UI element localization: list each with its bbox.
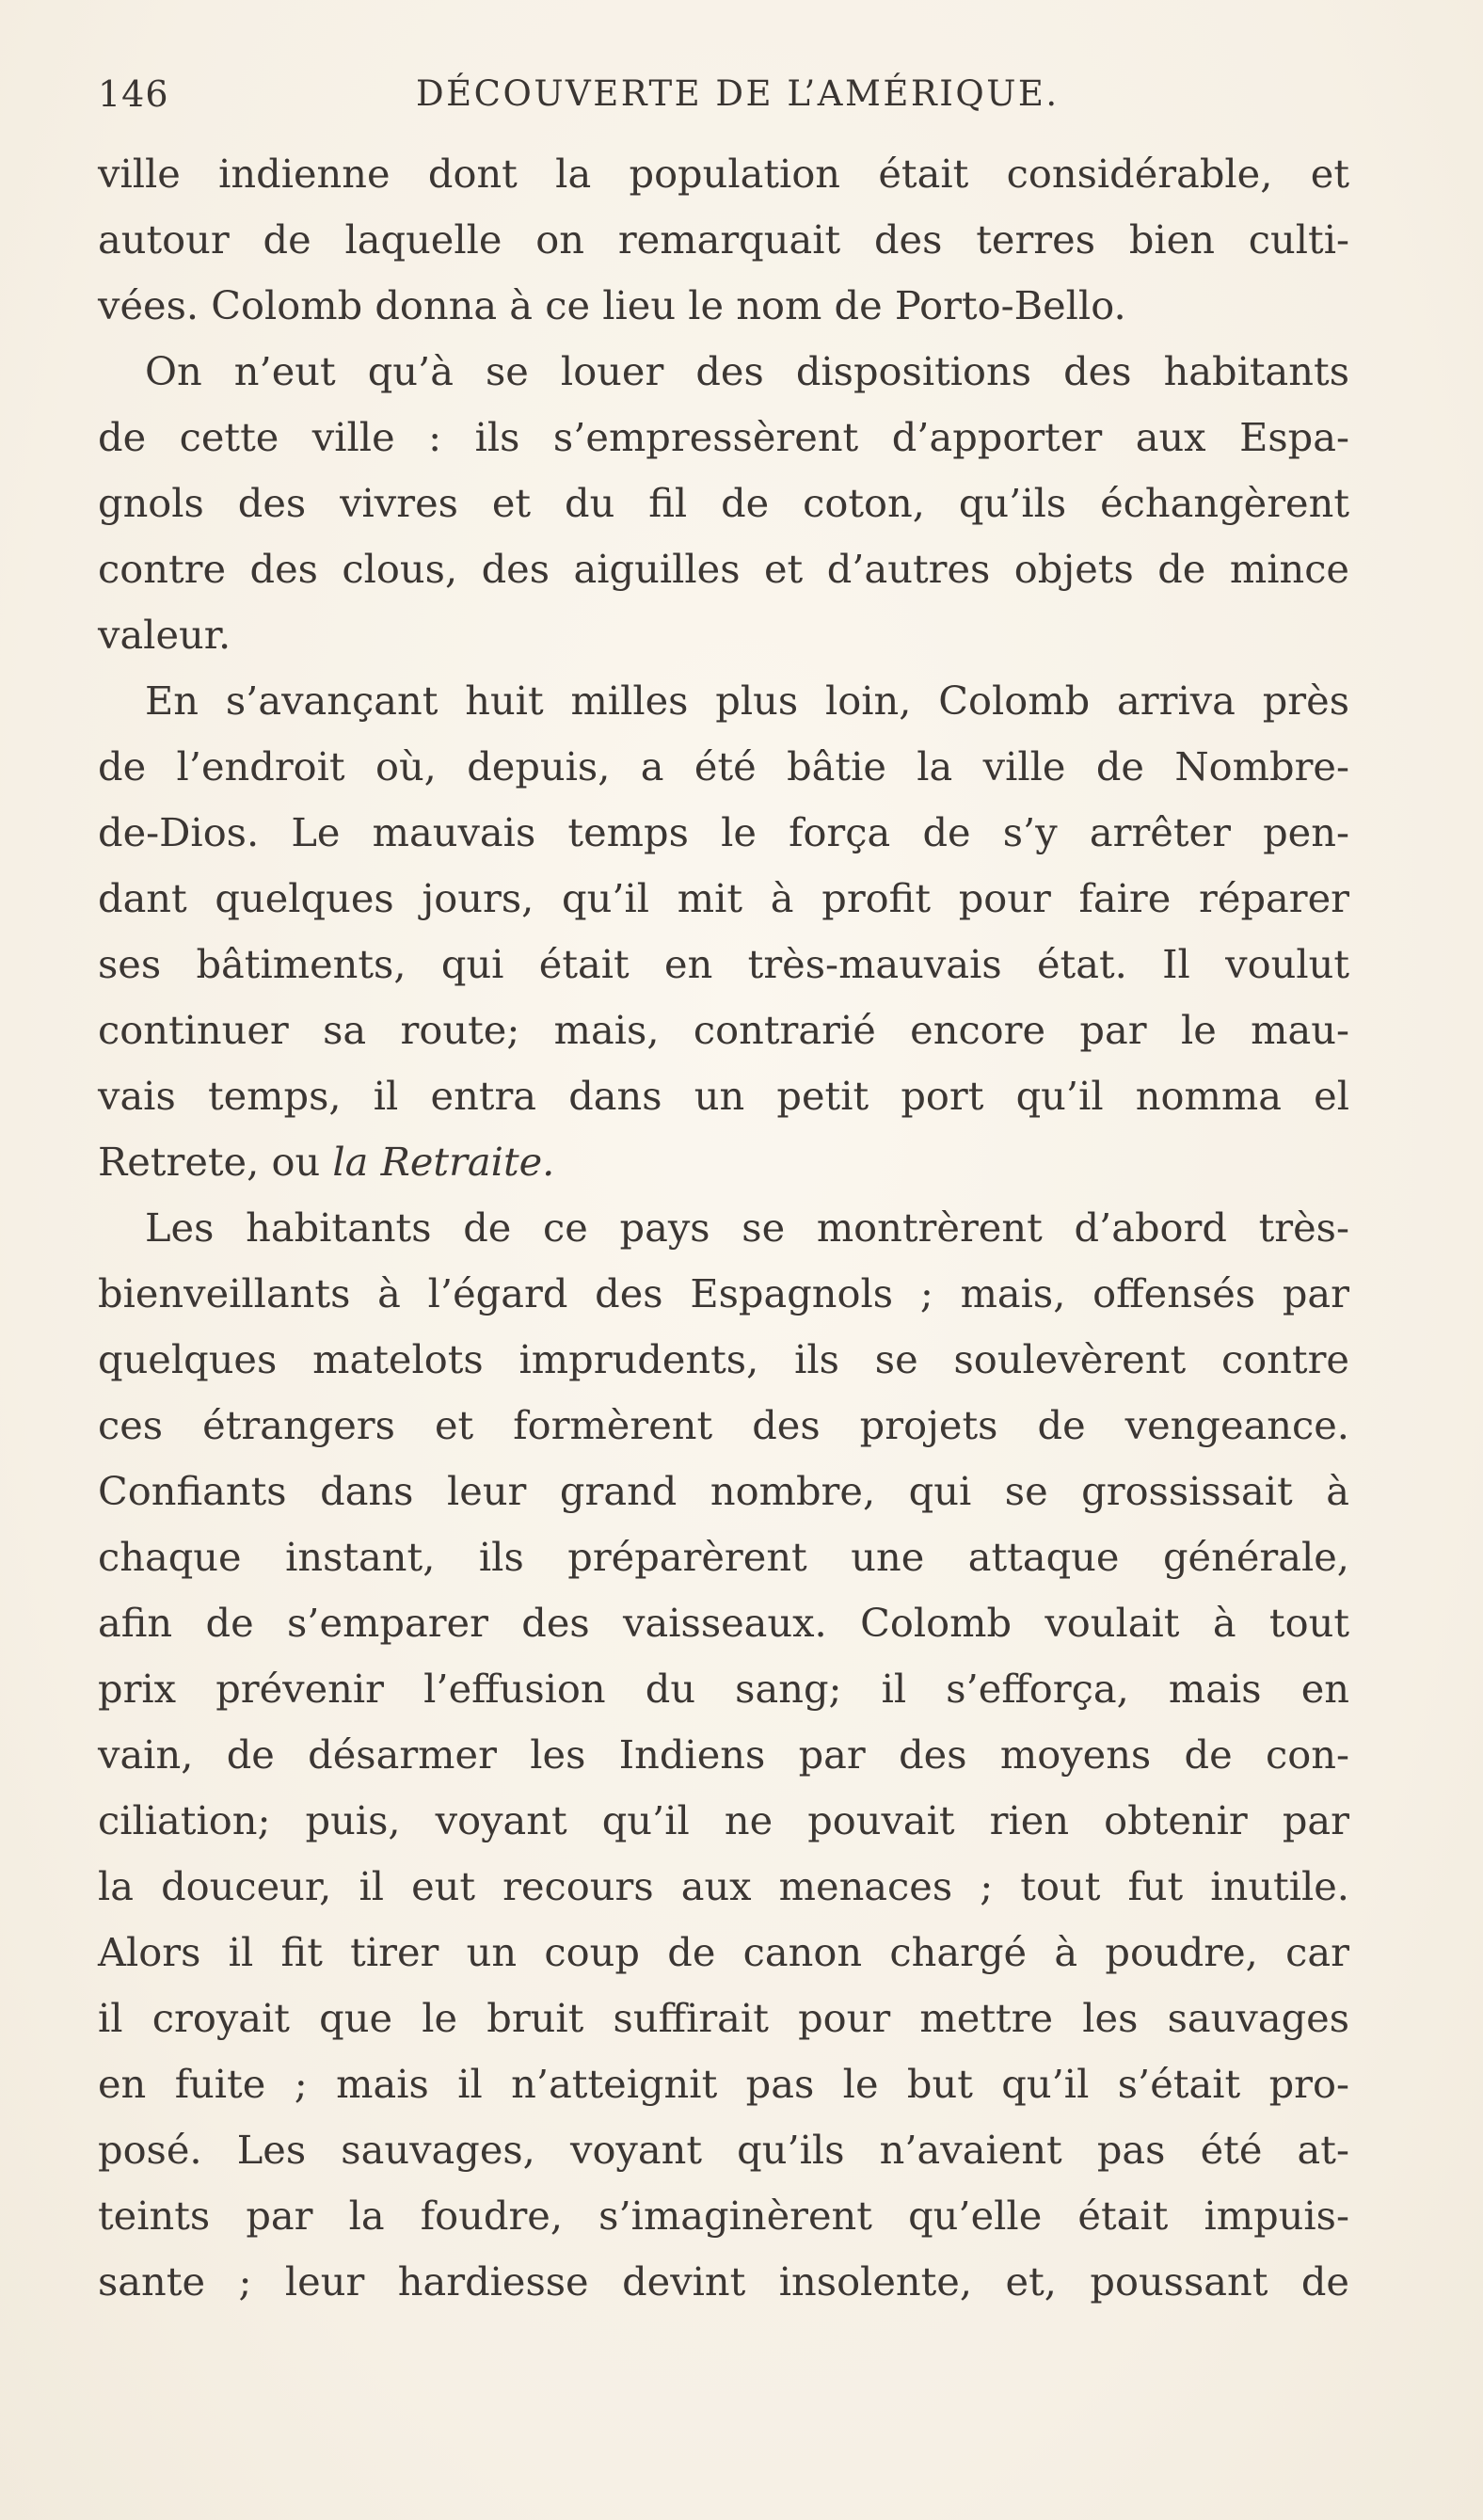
text-line: posé. Les sauvages, voyant qu’ils n’avaient pas été at- <box>98 2127 1349 2173</box>
body-text <box>98 141 1349 2315</box>
italic-phrase: la Retraite. <box>332 1139 555 1185</box>
text-line: ville indienne dont la population était considérable, et <box>98 151 1349 197</box>
text-line: ses bâtiments, qui était en très-mauvais état. Il voulut <box>98 941 1349 987</box>
text-line: quelques matelots imprudents, ils se soulevèrent contre <box>98 1336 1349 1382</box>
text-line: gnols des vivres et du fil de coton, qu’ils échangèrent <box>98 480 1349 526</box>
text-line: contre des clous, des aiguilles et d’autres objets de mince <box>98 546 1349 592</box>
text-line: vais temps, il entra dans un petit port qu’il nomma el <box>98 1073 1349 1119</box>
running-head: DÉCOUVERTE DE L’AMÉRIQUE. <box>416 73 1060 114</box>
paragraph-start-line: On n’eut qu’à se louer des dispositions des habitants <box>145 348 1349 394</box>
text-segment: Retrete, ou <box>98 1139 333 1185</box>
text-line: Alors il fit tirer un coup de canon chargé à poudre, car <box>98 1929 1349 1975</box>
text-line: en fuite ; mais il n’atteignit pas le but qu’il s’était pro- <box>98 2061 1349 2107</box>
text-line-with-italic <box>98 1129 1349 1195</box>
paragraph-start-line: Les habitants de ce pays se montrèrent d’abord très- <box>145 1204 1349 1251</box>
paragraph-start-line: En s’avançant huit milles plus loin, Colomb arriva près <box>145 678 1349 724</box>
text-line: dant quelques jours, qu’il mit à profit pour faire réparer <box>98 875 1349 921</box>
text-line: teints par la foudre, s’imaginèrent qu’elle était impuis- <box>98 2193 1349 2239</box>
text-line: vées. Colomb donna à ce lieu le nom de Porto-Bello. <box>98 282 1126 328</box>
text-line: de cette ville : ils s’empressèrent d’apporter aux Espa- <box>98 414 1349 460</box>
text-line: prix prévenir l’effusion du sang; il s’efforça, mais en <box>98 1666 1349 1712</box>
text-line: la douceur, il eut recours aux menaces ; tout fut inutile. <box>98 1863 1349 1909</box>
text-line: il croyait que le bruit suffirait pour mettre les sauvages <box>98 1995 1349 2041</box>
text-line: bienveillants à l’égard des Espagnols ; mais, offensés par <box>98 1270 1349 1316</box>
text-line: vain, de désarmer les Indiens par des moyens de con- <box>98 1731 1349 1778</box>
text-line: de-Dios. Le mauvais temps le força de s’y arrêter pen- <box>98 809 1349 855</box>
text-line: valeur. <box>98 612 231 658</box>
text-line: sante ; leur hardiesse devint insolente, et, poussant de <box>98 2258 1349 2305</box>
page-header <box>98 73 1349 130</box>
text-line: continuer sa route; mais, contrarié encore par le mau- <box>98 1007 1349 1053</box>
text-line: de l’endroit où, depuis, a été bâtie la ville de Nombre- <box>98 743 1349 789</box>
text-line: Confiants dans leur grand nombre, qui se grossissait à <box>98 1468 1349 1514</box>
text-line: afin de s’emparer des vaisseaux. Colomb voulait à tout <box>98 1600 1349 1646</box>
page-number: 146 <box>98 73 169 115</box>
text-line: ces étrangers et formèrent des projets de vengeance. <box>98 1402 1349 1448</box>
text-line: chaque instant, ils préparèrent une attaque générale, <box>98 1534 1349 1580</box>
text-line: autour de laquelle on remarquait des terres bien culti- <box>98 216 1349 263</box>
text-line: ciliation; puis, voyant qu’il ne pouvait rien obtenir par <box>98 1797 1349 1843</box>
